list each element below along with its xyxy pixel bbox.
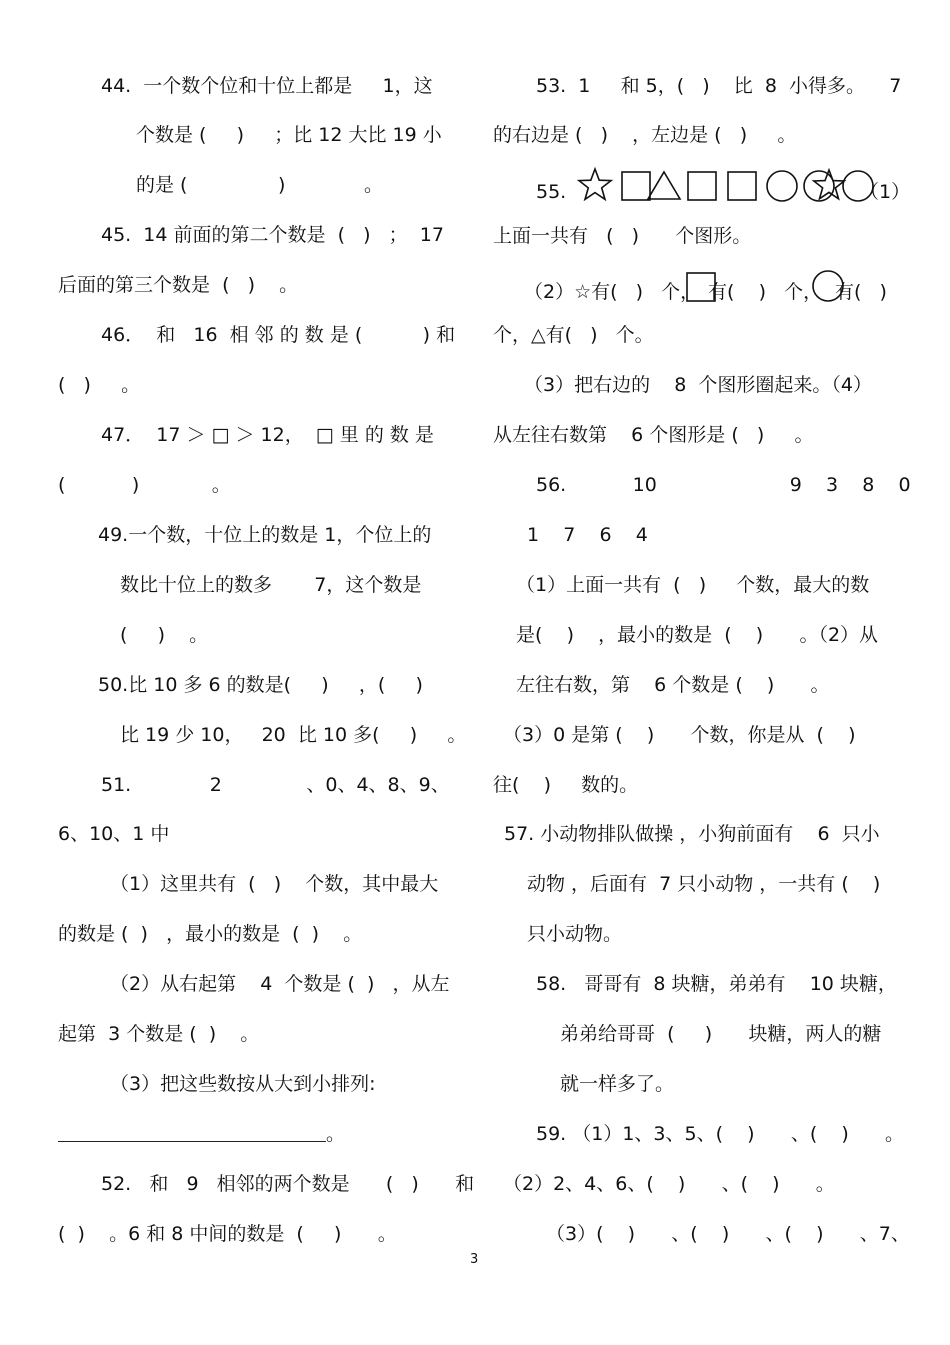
star-icon xyxy=(579,169,611,199)
q44-line1: 44. 一个数个位和十位上都是 1，这 xyxy=(101,75,433,97)
q46-line2: ( ) 。 xyxy=(58,374,141,396)
q55-label: 55. xyxy=(536,181,567,203)
q56-part1-line2: 是( ) ，最小的数是 ( ) 。（2）从 xyxy=(516,624,879,646)
q51-part3-line1: （3）把这些数按从大到小排列: xyxy=(110,1073,376,1095)
q47-line2: ( ) 。 xyxy=(58,474,231,496)
q44-line2: 个数是 ( ) ；比 12 大比 19 小 xyxy=(136,124,442,146)
q56-part3-line2: 往( ) 数的。 xyxy=(493,774,639,796)
q52-line1: 52. 和 9 相邻的两个数是 ( ) 和 xyxy=(101,1173,475,1195)
q57-line2: 动物 ，后面有 7 只小动物 ，一共有 ( ) xyxy=(527,873,881,895)
q50-line1: 50.比 10 多 6 的数是( ) ，( ) xyxy=(98,674,423,696)
q51-line2: 6、10、1 中 xyxy=(58,823,170,845)
q57-line1: 57. 小动物排队做操 ，小狗前面有 6 只小 xyxy=(504,823,880,845)
q59-part3: （3）( ) 、( ) 、( ) 、7、 xyxy=(546,1223,910,1245)
q51-part2-line1: （2）从右起第 4 个数是 ( ) ，从左 xyxy=(110,973,450,995)
q55-line2: 上面一共有 ( ) 个图形。 xyxy=(493,225,752,247)
q45-line2: 后面的第三个数是 ( ) 。 xyxy=(58,274,299,296)
q55-part2-star: （2）☆有( ) 个， xyxy=(524,281,700,303)
q53-line2: 的右边是 ( ) ，左边是 ( ) 。 xyxy=(493,124,797,146)
answer-blank-line xyxy=(58,1141,326,1142)
q49-line1: 49.一个数，十位上的数是 1，个位上的 xyxy=(98,524,432,546)
q53-line1: 53. 1 和 5，( ) 比 8 小得多。 7 xyxy=(536,75,902,97)
q51-part2-line2: 起第 3 个数是 ( ) 。 xyxy=(58,1023,260,1045)
q58-line1: 58. 哥哥有 8 块糖，弟弟有 10 块糖， xyxy=(536,973,897,995)
q56-part3-line1: （3）0 是第 ( ) 个数，你是从 ( ) xyxy=(503,724,856,746)
q59-part2: （2）2、4、6、( ) 、( ) 。 xyxy=(503,1173,835,1195)
q55-part1-label: （1） xyxy=(860,181,911,203)
q55-part2-line2: 个，△有( ) 个。 xyxy=(493,324,654,346)
q51-line1: 51. 2 、0、4、8、9、 xyxy=(101,774,450,796)
square-icon xyxy=(622,172,650,200)
q55-part4: 从左往右数第 6 个图形是 ( ) 。 xyxy=(493,424,814,446)
q47-line1: 47． 17 ＞ □ ＞ 12， □ 里 的 数 是 xyxy=(101,424,434,446)
q56-part1-line1: （1）上面一共有 ( ) 个数，最大的数 xyxy=(516,574,870,596)
q58-line2: 弟弟给哥哥 ( ) 块糖，两人的糖 xyxy=(560,1023,882,1045)
triangle-icon xyxy=(648,172,680,199)
q51-part1-line1: （1）这里共有 ( ) 个数，其中最大 xyxy=(110,873,439,895)
square-icon xyxy=(728,172,756,200)
q50-line2: 比 19 少 10， 20 比 10 多( ) 。 xyxy=(120,724,467,746)
q45-line1: 45. 14 前面的第二个数是 ( ) ； 17 xyxy=(101,224,444,246)
q55-part2-circle: 有( ) xyxy=(835,281,887,303)
q56-line1: 56. 10 9 3 8 0 xyxy=(536,474,911,496)
circle-icon xyxy=(767,171,797,201)
shape-row xyxy=(576,166,896,206)
q49-line3: ( ) 。 xyxy=(120,624,209,646)
q56-part2: 左往右数，第 6 个数是 ( ) 。 xyxy=(516,674,830,696)
q52-line2: ( ) 。6 和 8 中间的数是 ( ) 。 xyxy=(58,1223,397,1245)
q44-line3: 的是 ( ) 。 xyxy=(136,174,383,196)
q46-line1: 46． 和 16 相 邻 的 数 是 ( ) 和 xyxy=(101,324,456,346)
q51-part1-line2: 的数是 ( ) ，最小的数是 ( ) 。 xyxy=(58,923,363,945)
q55-part3: （3）把右边的 8 个图形圈起来。（4） xyxy=(524,374,873,396)
q58-line3: 就一样多了。 xyxy=(560,1073,675,1095)
q59-part1: 59. （1）1、3、5、( ) 、( ) 。 xyxy=(536,1123,905,1145)
q55-part2-square: 有( ) 个， xyxy=(708,281,823,303)
q49-line2: 数比十位上的数多 7，这个数是 xyxy=(120,574,422,596)
q51-part3-end: 。 xyxy=(326,1123,346,1145)
q56-line2: 1 7 6 4 xyxy=(527,524,648,546)
page-number: 3 xyxy=(470,1252,479,1267)
square-icon xyxy=(688,172,716,200)
q57-line3: 只小动物。 xyxy=(527,923,623,945)
